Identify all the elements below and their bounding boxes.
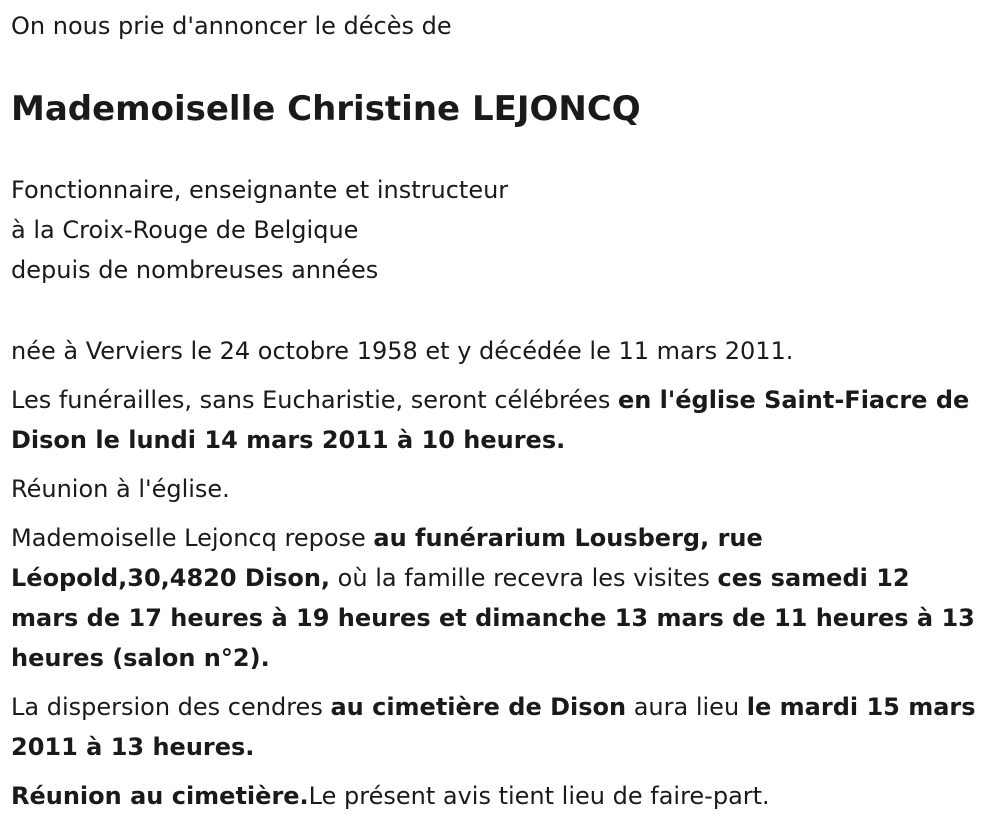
rest-text-2: où la famille recevra les visites [330, 564, 718, 592]
rest-paragraph [11, 518, 976, 678]
funeral-paragraph [11, 380, 976, 460]
ashes-paragraph [11, 687, 976, 767]
closing-text: Le présent avis tient lieu de faire-part. [308, 782, 770, 810]
title-line-2: à la Croix-Rouge de Belgique [11, 216, 359, 244]
funeral-text: Les funérailles, sans Eucharistie, seront célébrées [11, 386, 618, 414]
reunion-cemetery: Réunion au cimetière. [11, 782, 309, 810]
birth-death-line: née à Verviers le 24 octobre 1958 et y décédée le 11 mars 2011. [11, 337, 794, 365]
closing-line [11, 776, 976, 816]
ashes-text-1: La dispersion des cendres [11, 693, 331, 721]
funeral-details: en l'église Saint-Fiacre de Dison le lundi 14 mars 2011 à 10 heures. [11, 386, 970, 454]
title-line-3: depuis de nombreuses années [11, 256, 379, 284]
intro-line: On nous prie d'annoncer le décès de [11, 12, 452, 40]
rest-text-1: Mademoiselle Lejoncq repose [11, 524, 374, 552]
titles-block [11, 170, 1000, 290]
ashes-text-2: aura lieu [626, 693, 747, 721]
deceased-name: Mademoiselle Christine LEJONCQ [11, 89, 641, 129]
funerarium-address: au funérarium Lousberg, rue Léopold,30,4820 Dison, [11, 524, 763, 592]
reunion-church-line: Réunion à l'église. [11, 475, 230, 503]
ashes-date: le mardi 15 mars 2011 à 13 heures. [11, 693, 976, 761]
title-line-1: Fonctionnaire, enseignante et instructeur [11, 176, 509, 204]
cemetery-name: au cimetière de Dison [330, 693, 627, 721]
visiting-hours: ces samedi 12 mars de 17 heures à 19 heures et dimanche 13 mars de 11 heures à 13 heures (salon n°2). [11, 564, 975, 672]
